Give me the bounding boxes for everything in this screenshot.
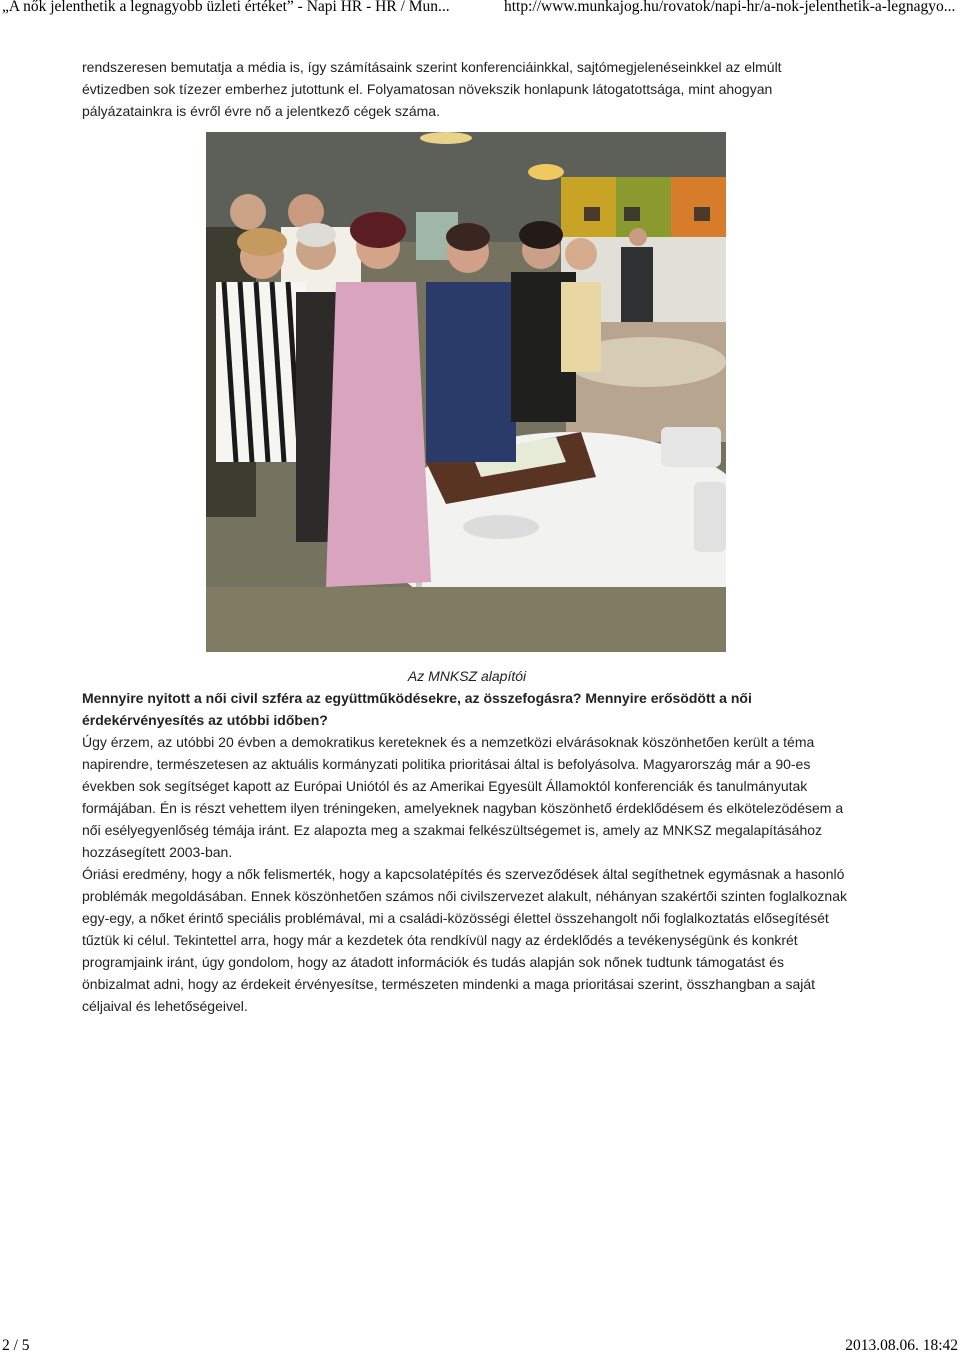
photo-figure (82, 132, 852, 687)
interview-question: Mennyire nyitott a női civil szféra az együttműködésekre, az összefogásra? Mennyire erősödött a női érdekérvényesítés az utóbbi időben? (82, 690, 752, 728)
print-header (0, 0, 960, 16)
photo-caption: Az MNKSZ alapítói (407, 668, 527, 684)
group-photo (206, 132, 726, 652)
print-header-title: „A nők jelenthetik a legnagyobb üzleti értéket” - Napi HR - HR / Mun... (2, 0, 450, 15)
intro-paragraph: rendszeresen bemutatja a média is, így számításaink szerint konferenciáinkkal, sajtómegjelenéseinkkel az elmúlt évtizedben sok tízezer emberhez jutottunk el. Folyamatosan növekszik honlapunk látogatottsága, mint ahogyan pályázatainkra is évről évre nő a jelentkező cégek száma. (82, 59, 782, 119)
article-body (82, 56, 852, 1017)
page-number: 2 / 5 (2, 1337, 30, 1354)
print-timestamp: 2013.08.06. 18:42 (845, 1337, 958, 1354)
answer-paragraph-2: Óriási eredmény, hogy a nők felismerték, hogy a kapcsolatépítés és szerveződések által segíthetnek egymásnak a hasonló problémák megoldásában. Ennek köszönhetően számos női civilszervezet alakult, néhányan szakértői szinten foglalkoznak egy-egy, a nőket érintő speciális problémával, mi a családi-közösségi élettel összehangolt női foglalkoztatás elősegítését tűztük ki célul. Tekintettel arra, hogy már a kezdetek óta rendkívül nagy az érdeklődés a tevékenységünk és konkrét programjaink iránt, úgy gondolom, hogy az átadott információk és tudás alapján sok nőnek tudtunk támogatást és önbizalmat adni, hogy az érdekeit érvényesítse, természeten mindenki a maga prioritásai szerint, összhangban a saját céljaival és lehetőségeivel. (82, 866, 847, 1014)
answer-paragraph-1: Úgy érzem, az utóbbi 20 évben a demokratikus kereteknek és a nemzetközi elvárásoknak köszönhetően került a téma napirendre, természetesen az aktuális kormányzati politika prioritásai által is befolyásolva. Magyarország már a 90-es években sok segítséget kapott az Európai Uniótól és az Amerikai Egyesült Államoktól konferenciák és tanulmányutak formájában. Én is részt vehettem ilyen tréningeken, amelyeknek nagyban köszönhető érdeklődésem és elkötelezödésem a női esélyegyenlőség témája iránt. Ez alapozta meg a szakmai felkészültségemet is, amely az MNKSZ megalapításához hozzásegített 2003-ban. (82, 734, 844, 860)
print-footer (0, 1337, 960, 1354)
print-header-url: http://www.munkajog.hu/rovatok/napi-hr/a-nok-jelenthetik-a-legnagyo... (504, 0, 956, 15)
group-photo-illustration (206, 132, 726, 652)
